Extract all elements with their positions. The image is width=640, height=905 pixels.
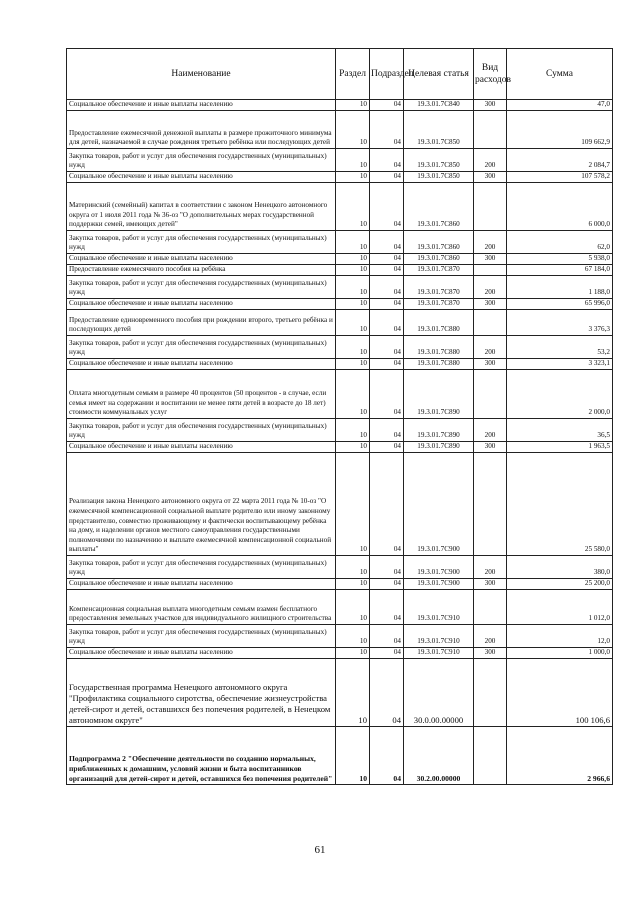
table-row — [67, 231, 613, 254]
row-name: Социальное обеспечение и иные выплаты населению — [67, 648, 336, 659]
row-name: Социальное обеспечение и иные выплаты населению — [67, 299, 336, 310]
row-subsection: 04 — [370, 149, 404, 172]
row-section: 10 — [336, 149, 370, 172]
row-subsection: 04 — [370, 310, 404, 336]
row-name: Закупка товаров, работ и услуг для обеспечения государственных (муниципальных) нужд — [67, 625, 336, 648]
row-target: 19.3.01.7C850 — [404, 172, 474, 183]
table-row — [67, 265, 613, 276]
row-target: 19.3.01.7C890 — [404, 370, 474, 419]
row-kind — [474, 265, 507, 276]
table-row — [67, 453, 613, 556]
row-kind: 200 — [474, 231, 507, 254]
row-sum: 6 000,0 — [507, 183, 613, 231]
row-name: Компенсационная социальная выплата многодетным семьям взамен бесплатного предоставления земельных участков для индивидуального жилищного строительства — [67, 590, 336, 625]
budget-sheet — [66, 48, 612, 785]
table-row — [67, 659, 613, 727]
row-subsection: 04 — [370, 442, 404, 453]
row-sum: 25 580,0 — [507, 453, 613, 556]
row-sum: 2 000,0 — [507, 370, 613, 419]
row-section: 10 — [336, 453, 370, 556]
row-section: 10 — [336, 172, 370, 183]
row-target: 19.3.01.7C860 — [404, 183, 474, 231]
row-subsection: 04 — [370, 453, 404, 556]
row-section: 10 — [336, 100, 370, 111]
row-kind: 300 — [474, 172, 507, 183]
table-row — [67, 299, 613, 310]
row-sum: 12,0 — [507, 625, 613, 648]
row-name: Социальное обеспечение и иные выплаты населению — [67, 442, 336, 453]
row-sum: 65 996,0 — [507, 299, 613, 310]
row-kind — [474, 590, 507, 625]
row-section: 10 — [336, 556, 370, 579]
row-target: 19.3.01.7C870 — [404, 276, 474, 299]
row-name: Предоставление единовременного пособия при рождении второго, третьего ребёнка и последующих детей — [67, 310, 336, 336]
row-name: Социальное обеспечение и иные выплаты населению — [67, 579, 336, 590]
row-sum: 1 000,0 — [507, 648, 613, 659]
row-target: 19.3.01.7C880 — [404, 310, 474, 336]
row-name: Государственная программа Ненецкого автономного округа "Профилактика социального сиротства, обеспечение жизнеустройства детей-сирот и детей, оставшихся без попечения родителей, в Ненецком автономном округе" — [67, 659, 336, 727]
row-target: 19.3.01.7C900 — [404, 556, 474, 579]
table-row — [67, 648, 613, 659]
table-row — [67, 727, 613, 785]
page-number: 61 — [314, 844, 326, 856]
table-row — [67, 556, 613, 579]
row-kind — [474, 453, 507, 556]
row-section: 10 — [336, 579, 370, 590]
table-row — [67, 359, 613, 370]
row-subsection: 04 — [370, 336, 404, 359]
row-name: Предоставление ежемесячного пособия на ребёнка — [67, 265, 336, 276]
row-name: Подпрограмма 2 "Обеспечение деятельности по созданию нормальных, приближенных к домашним, условий жизни и быта воспитанников организаций для детей-сирот и детей, оставшихся без попечения родителей" — [67, 727, 336, 785]
row-target: 19.3.01.7C840 — [404, 100, 474, 111]
row-subsection: 04 — [370, 172, 404, 183]
row-name: Материнский (семейный) капитал в соответствии с законом Ненецкого автономного округа от 1 июля 2011 года № 36-оз "О дополнительных мерах государственной поддержки семей, имеющих детей" — [67, 183, 336, 231]
table-row — [67, 336, 613, 359]
row-sum: 2 084,7 — [507, 149, 613, 172]
row-kind: 200 — [474, 419, 507, 442]
row-name: Закупка товаров, работ и услуг для обеспечения государственных (муниципальных) нужд — [67, 276, 336, 299]
row-target: 30.2.00.00000 — [404, 727, 474, 785]
row-sum: 107 578,2 — [507, 172, 613, 183]
table-row — [67, 172, 613, 183]
row-target: 19.3.01.7C870 — [404, 299, 474, 310]
row-sum: 3 323,1 — [507, 359, 613, 370]
row-section: 10 — [336, 648, 370, 659]
table-row — [67, 419, 613, 442]
table-row — [67, 370, 613, 419]
row-subsection: 04 — [370, 579, 404, 590]
row-name: Закупка товаров, работ и услуг для обеспечения государственных (муниципальных) нужд — [67, 556, 336, 579]
row-kind: 300 — [474, 648, 507, 659]
row-target: 19.3.01.7C860 — [404, 231, 474, 254]
row-subsection: 04 — [370, 231, 404, 254]
row-target: 19.3.01.7C880 — [404, 336, 474, 359]
row-target: 19.3.01.7C890 — [404, 442, 474, 453]
row-target: 19.3.01.7C900 — [404, 453, 474, 556]
table-row — [67, 442, 613, 453]
table-row — [67, 183, 613, 231]
row-target: 19.3.01.7C880 — [404, 359, 474, 370]
row-kind: 200 — [474, 556, 507, 579]
row-kind — [474, 659, 507, 727]
row-name: Реализация закона Ненецкого автономного округа от 22 марта 2011 года № 10-оз "О ежемесячной компенсационной социальной выплате родителю или иному законному представителю, совместно проживающему и фактически воспитывающему ребёнка на дому, и наделении органов местного самоуправления государственными полномочиями по назначению и выплате ежемесячной компенсационной социальной выплаты" — [67, 453, 336, 556]
header-subsection: Подраздел — [370, 49, 404, 100]
row-subsection: 04 — [370, 659, 404, 727]
table-row — [67, 100, 613, 111]
row-name: Оплата многодетным семьям в размере 40 процентов (50 процентов - в случае, если семья имеет на содержании и воспитании не менее пяти детей в возрасте до 18 лет) стоимости коммунальных услуг — [67, 370, 336, 419]
table-row — [67, 579, 613, 590]
row-kind: 300 — [474, 299, 507, 310]
table-row — [67, 590, 613, 625]
row-name: Закупка товаров, работ и услуг для обеспечения государственных (муниципальных) нужд — [67, 336, 336, 359]
row-kind — [474, 111, 507, 149]
row-sum: 3 376,3 — [507, 310, 613, 336]
row-name: Предоставление ежемесячной денежной выплаты в размере прожиточного минимума для детей, назначаемой в случае рождения третьего ребёнка или последующих детей — [67, 111, 336, 149]
table-row — [67, 625, 613, 648]
table-row — [67, 149, 613, 172]
row-section: 10 — [336, 276, 370, 299]
row-name: Закупка товаров, работ и услуг для обеспечения государственных (муниципальных) нужд — [67, 419, 336, 442]
row-kind — [474, 183, 507, 231]
row-sum: 47,0 — [507, 100, 613, 111]
table-row — [67, 276, 613, 299]
row-target: 19.3.01.7C910 — [404, 625, 474, 648]
header-target: Целевая статья — [404, 49, 474, 100]
row-name: Закупка товаров, работ и услуг для обеспечения государственных (муниципальных) нужд — [67, 149, 336, 172]
row-subsection: 04 — [370, 254, 404, 265]
row-kind: 300 — [474, 579, 507, 590]
row-kind — [474, 370, 507, 419]
row-section: 10 — [336, 442, 370, 453]
row-section: 10 — [336, 336, 370, 359]
row-subsection: 04 — [370, 359, 404, 370]
header-row — [67, 49, 613, 100]
header-sum: Сумма — [507, 49, 613, 100]
row-name: Социальное обеспечение и иные выплаты населению — [67, 172, 336, 183]
header-name: Наименование — [67, 49, 336, 100]
row-section: 10 — [336, 419, 370, 442]
row-sum: 53,2 — [507, 336, 613, 359]
row-target: 19.3.01.7C860 — [404, 254, 474, 265]
row-subsection: 04 — [370, 111, 404, 149]
row-subsection: 04 — [370, 100, 404, 111]
row-section: 10 — [336, 727, 370, 785]
budget-table — [66, 48, 613, 785]
row-section: 10 — [336, 590, 370, 625]
row-section: 10 — [336, 310, 370, 336]
row-sum: 67 184,0 — [507, 265, 613, 276]
row-sum: 36,5 — [507, 419, 613, 442]
row-kind: 300 — [474, 442, 507, 453]
row-target: 19.3.01.7C850 — [404, 149, 474, 172]
row-kind: 200 — [474, 625, 507, 648]
row-name: Социальное обеспечение и иные выплаты населению — [67, 100, 336, 111]
row-target: 19.3.01.7C870 — [404, 265, 474, 276]
row-section: 10 — [336, 659, 370, 727]
row-sum: 1 188,0 — [507, 276, 613, 299]
row-sum: 2 966,6 — [507, 727, 613, 785]
row-subsection: 04 — [370, 299, 404, 310]
row-sum: 62,0 — [507, 231, 613, 254]
row-section: 10 — [336, 359, 370, 370]
row-target: 19.3.01.7C850 — [404, 111, 474, 149]
row-target: 19.3.01.7C910 — [404, 590, 474, 625]
header-kind: Вид расходов — [474, 49, 507, 100]
row-subsection: 04 — [370, 556, 404, 579]
row-kind — [474, 727, 507, 785]
row-sum: 25 200,0 — [507, 579, 613, 590]
row-subsection: 04 — [370, 727, 404, 785]
table-row — [67, 310, 613, 336]
row-subsection: 04 — [370, 625, 404, 648]
row-sum: 5 938,0 — [507, 254, 613, 265]
row-section: 10 — [336, 625, 370, 648]
row-subsection: 04 — [370, 183, 404, 231]
row-section: 10 — [336, 265, 370, 276]
row-section: 10 — [336, 370, 370, 419]
row-subsection: 04 — [370, 590, 404, 625]
row-kind: 300 — [474, 359, 507, 370]
row-subsection: 04 — [370, 265, 404, 276]
row-kind: 200 — [474, 336, 507, 359]
row-name: Социальное обеспечение и иные выплаты населению — [67, 254, 336, 265]
row-section: 10 — [336, 254, 370, 265]
row-section: 10 — [336, 299, 370, 310]
row-kind: 200 — [474, 149, 507, 172]
row-target: 30.0.00.00000 — [404, 659, 474, 727]
table-row — [67, 254, 613, 265]
row-sum: 1 963,5 — [507, 442, 613, 453]
row-sum: 109 662,9 — [507, 111, 613, 149]
table-row — [67, 111, 613, 149]
row-kind: 200 — [474, 276, 507, 299]
row-sum: 380,0 — [507, 556, 613, 579]
header-section: Раздел — [336, 49, 370, 100]
row-subsection: 04 — [370, 370, 404, 419]
row-target: 19.3.01.7C890 — [404, 419, 474, 442]
row-kind: 300 — [474, 254, 507, 265]
row-kind: 300 — [474, 100, 507, 111]
row-name: Социальное обеспечение и иные выплаты населению — [67, 359, 336, 370]
row-section: 10 — [336, 111, 370, 149]
row-sum: 1 012,0 — [507, 590, 613, 625]
row-name: Закупка товаров, работ и услуг для обеспечения государственных (муниципальных) нужд — [67, 231, 336, 254]
row-subsection: 04 — [370, 648, 404, 659]
row-target: 19.3.01.7C910 — [404, 648, 474, 659]
row-target: 19.3.01.7C900 — [404, 579, 474, 590]
row-section: 10 — [336, 183, 370, 231]
row-kind — [474, 310, 507, 336]
row-sum: 100 106,6 — [507, 659, 613, 727]
row-subsection: 04 — [370, 276, 404, 299]
row-section: 10 — [336, 231, 370, 254]
row-subsection: 04 — [370, 419, 404, 442]
